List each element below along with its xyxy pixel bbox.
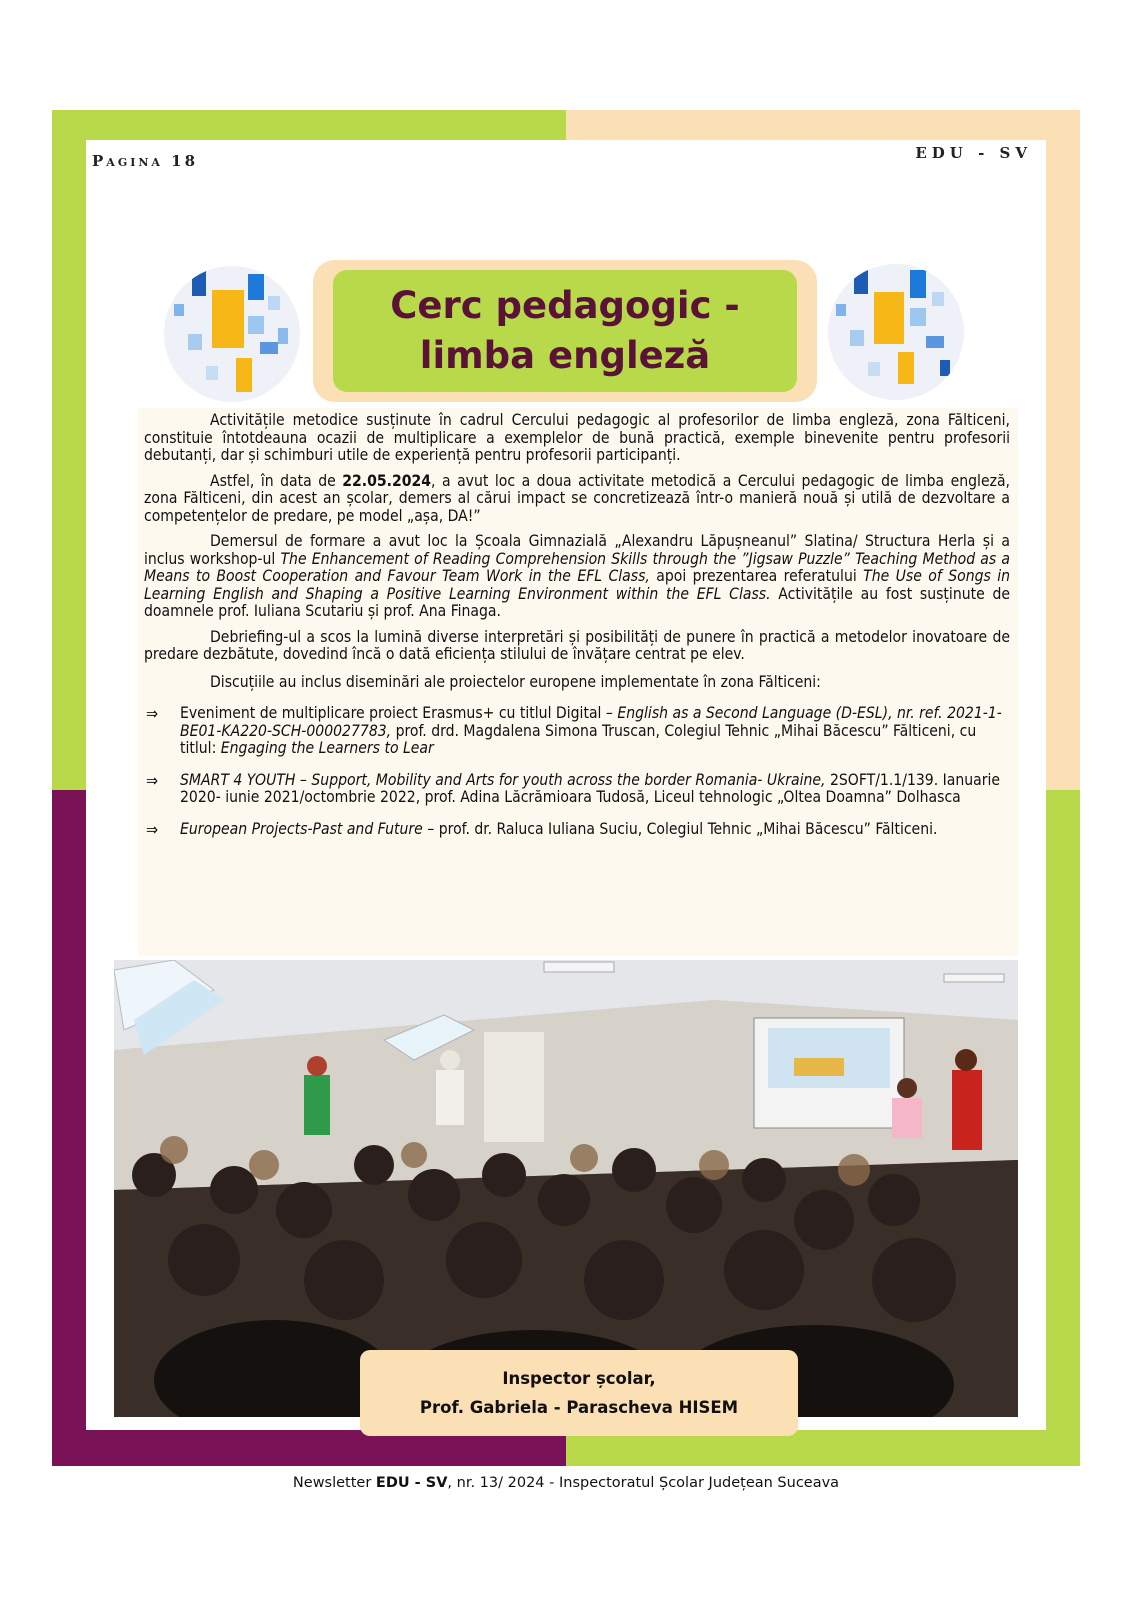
double-arrow-icon: ⇒ <box>146 770 159 790</box>
meeting-photo <box>114 960 1018 1417</box>
publication-header: EDU - SV <box>915 144 1032 162</box>
caption-name: Prof. Gabriela - Parascheva HISEM <box>419 1398 739 1417</box>
title-box <box>333 270 797 392</box>
paragraph-intro: Activitățile metodice susținute în cadrul Cercului pedagogic al profesorilor de limba engleză, zona Fălticeni, constituie întotdeauna ocazii de multiplicare a exemplelor de bună practică, exemple binevenite pentru profesorii debutanți, dar și schimburi utile de experiență pentru profesorii participanți. <box>144 411 1010 464</box>
article-body <box>138 408 1018 956</box>
paragraph-date: Astfel, în data de 22.05.2024, a avut loc a doua activitate metodică a Cercului pedagogic de limba engleză, zona Fălticeni, din acest an școlar, demers al cărui impact se concretizează într-o manieră nouă și utilă de dezvoltare a competențelor de predare, pe model „așa, DA!” <box>144 471 1010 525</box>
projects-list <box>144 705 1010 838</box>
colored-squares-circle-icon <box>828 264 964 400</box>
photo-caption <box>360 1350 798 1436</box>
page-footer: Newsletter EDU - SV, nr. 13/ 2024 - Inspectoratul Școlar Județean Suceava <box>292 1475 840 1491</box>
page-number: Pagina 18 <box>92 152 199 170</box>
caption-role: Inspector școlar, <box>502 1369 656 1388</box>
footer-brand: EDU - SV <box>375 1475 448 1491</box>
paragraph-projects-intro: Discuțiile au inclus diseminări ale proiectelor europene implementate în zona Fălticeni: <box>210 672 821 691</box>
double-arrow-icon: ⇒ <box>146 819 159 839</box>
list-item: ⇒ Eveniment de multiplicare proiect Erasmus+ cu titlul Digital – English as a Second Language (D-ESL), nr. ref. 2021-1-BE01-KA220-SCH-000027783, prof. drd. Magdalena Simona Truscan, Colegiul Tehnic „Mihai Băcescu” Fălticeni, cu titlul: Engaging the Learners to Lear <box>146 704 1002 757</box>
list-item: ⇒ SMART 4 YOUTH – Support, Mobility and Arts for youth across the border Romania- Ukraine, 2SOFT/1.1/139. Ianuarie 2020- iunie 2021/octombrie 2022, prof. Adina Lăcrămioara Tudosă, Liceul tehnologic „Oltea Doamna” Dolhasca <box>146 770 1001 806</box>
paragraph-workshop: Demersul de formare a avut loc la Școala Gimnazială „Alexandru Lăpușneanul” Slatina/ Structura Herla și a inclus workshop-ul The Enhancement of Reading Comprehension Skills through the ”Jigsaw Puzzle” Teaching Method as a Means to Boost Cooperation and Favour Team Work in the EFL Class, apoi prezentarea referatului The Use of Songs in Learning English and Shaping a Positive Learning Environment within the EFL Class. Activitățile au fost susținute de doamnele prof. Iuliana Scutariu și prof. Ana Finaga. <box>144 532 1011 620</box>
classroom-scene-illustration <box>114 960 1018 1417</box>
page-title: Cerc pedagogic - limba engleză <box>390 284 740 377</box>
activity-date: 22.05.2024 <box>342 471 432 490</box>
double-arrow-icon: ⇒ <box>146 704 159 723</box>
list-item: ⇒ European Projects-Past and Future – prof. dr. Raluca Iuliana Suciu, Colegiul Tehnic „Mihai Băcescu” Fălticeni. <box>146 819 938 839</box>
paragraph-debriefing: Debriefing-ul a scos la lumină diverse interpretări și posibilități de punere în practică a metodelor inovatoare de predare dezbătute, dovedind încă o dată eficiența stilului de învățare centrat pe elev. <box>144 627 1010 663</box>
colored-squares-circle-icon <box>164 266 300 402</box>
